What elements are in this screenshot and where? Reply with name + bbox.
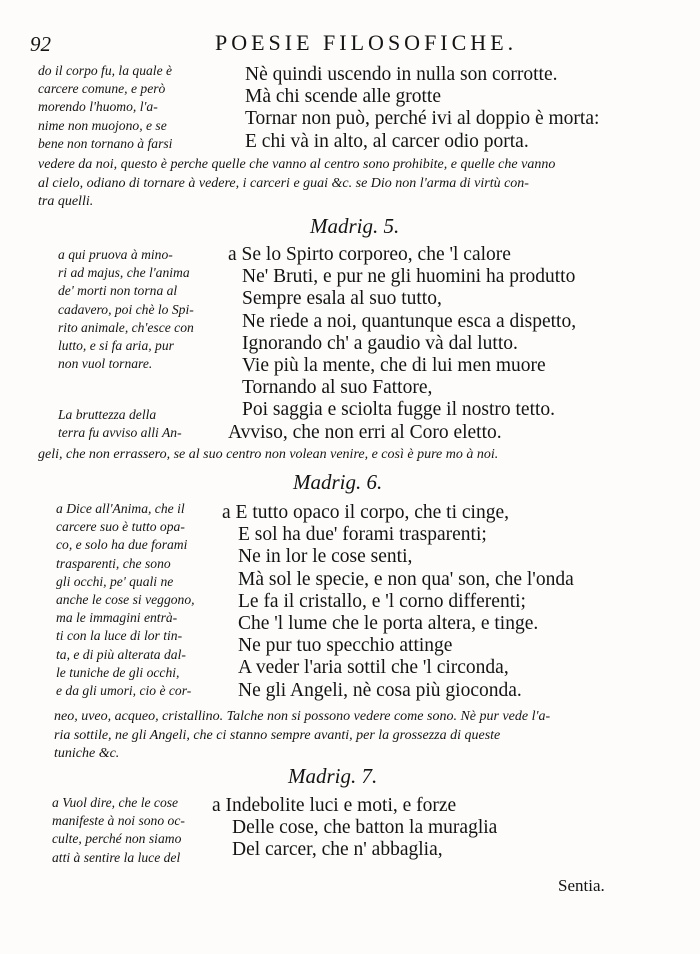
verse-line: Ignorando ch' a gaudio và dal lutto. xyxy=(242,332,518,354)
gloss-line: geli, che non errassero, se al suo centro non volean venire, e così è pure mo à noi. xyxy=(38,447,499,462)
verse-line: E sol ha due' forami trasparenti; xyxy=(238,524,487,546)
note-line: anche le cose si veggono, xyxy=(56,592,195,608)
gloss-block xyxy=(38,446,498,465)
verse-line: Mà sol le specie, e non qua' son, che l'onda xyxy=(238,568,574,590)
note-line: morendo l'huomo, l'a- xyxy=(38,99,158,115)
note-line: La bruttezza della xyxy=(58,407,157,422)
verse-line: a E tutto opaco il corpo, che ti cinge, xyxy=(222,502,509,523)
note-line: non vuol tornare. xyxy=(58,356,153,372)
verse-line: Sempre esala al suo tutto, xyxy=(242,288,442,310)
note-line: le tuniche de gli occhi, xyxy=(56,664,180,680)
note-line: terra fu avviso alli An- xyxy=(58,425,182,441)
side-note xyxy=(58,406,182,442)
verse-line: Poi saggia e sciolta fugge il nostro tetto. xyxy=(242,399,556,421)
verse-line: E chi và in alto, al carcer odio porta. xyxy=(245,130,529,152)
verse-line: Del carcer, che n' abbaglia, xyxy=(232,839,443,861)
gloss-block xyxy=(54,708,550,764)
section-heading: Madrig. 7. xyxy=(288,764,378,788)
gloss-line: tuniche &c. xyxy=(54,746,120,761)
gloss-line: neo, uveo, acqueo, cristallino. Talche non si possono vedere come sono. Nè pur vede l'a- xyxy=(54,709,551,724)
note-line: cadavero, poi chè lo Spi- xyxy=(58,301,194,317)
note-line: culte, perché non siamo xyxy=(52,831,182,847)
section-heading: Madrig. 6. xyxy=(293,470,383,494)
note-line: trasparenti, che sono xyxy=(56,555,171,571)
verse-line: A veder l'aria sottil che 'l circonda, xyxy=(238,657,509,679)
note-line: de' morti non torna al xyxy=(58,283,178,299)
gloss-line: ria sottile, ne gli Angeli, che ci stanno sempre avanti, per la grossezza di queste xyxy=(54,727,501,743)
side-note xyxy=(52,794,185,867)
note-line: co, e solo ha due forami xyxy=(56,537,188,553)
note-line: nime non muojono, e se xyxy=(38,117,167,133)
note-line: a Vuol dire, che le cose xyxy=(52,795,179,810)
verse-line: Ne in lor le cose senti, xyxy=(238,546,413,568)
verse-block xyxy=(245,64,599,153)
verse-line: Che 'l lume che le porta altera, e tinge. xyxy=(238,613,539,635)
verse-line: Tornar non può, perché ivi al doppio è morta: xyxy=(245,108,600,130)
verse-line: a Indebolite luci e moti, e forze xyxy=(212,795,457,816)
page-number: 92 xyxy=(30,32,51,56)
gloss-line: vedere da noi, questo è perche quelle che vanno al centro sono prohibite, e quelle che vanno xyxy=(38,157,556,172)
verse-line: Delle cose, che batton la muraglia xyxy=(232,817,498,839)
verse-line: Tornando al suo Fattore, xyxy=(242,377,433,399)
catchword: Sentia. xyxy=(558,876,605,895)
note-line: ma le immagini entrà- xyxy=(56,610,178,626)
running-title: POESIE FILOSOFICHE. xyxy=(215,30,518,55)
verse-line: Ne riede a noi, quantunque esca a dispetto, xyxy=(242,310,577,332)
note-line: e da gli umori, cio è cor- xyxy=(56,683,192,699)
note-line: ti con la luce di lor tin- xyxy=(56,628,183,644)
gloss-line: al cielo, odiano di tornare à vedere, i carceri e guai &c. se Dio non l'arma di virtù con- xyxy=(38,175,529,191)
note-line: ta, e di più alterata dal- xyxy=(56,646,186,662)
note-line: a Dice all'Anima, che il xyxy=(56,501,185,516)
verse-line: Le fa il cristallo, e 'l corno differenti; xyxy=(238,590,526,612)
verse-line: a Se lo Spirto corporeo, che 'l calore xyxy=(228,244,511,265)
note-line: rito animale, ch'esce con xyxy=(58,319,194,335)
verse-line: Ne' Bruti, e pur ne gli huomini ha produtto xyxy=(242,266,576,288)
note-line: manifeste à noi sono oc- xyxy=(52,813,185,829)
verse-line: Nè quindi uscendo in nulla son corrotte. xyxy=(245,64,558,85)
note-line: carcere suo è tutto opa- xyxy=(56,519,185,535)
verse-block xyxy=(228,244,576,444)
verse-line: Ne pur tuo specchio attinge xyxy=(238,635,453,657)
side-note xyxy=(56,500,195,700)
gloss-block xyxy=(38,156,555,212)
verse-block xyxy=(222,502,574,702)
note-line: carcere comune, e però xyxy=(38,81,166,97)
section-heading: Madrig. 5. xyxy=(310,214,400,238)
verse-line: Avviso, che non erri al Coro eletto. xyxy=(228,421,502,443)
gloss-line: tra quelli. xyxy=(38,194,94,209)
note-line: lutto, e si fa aria, pur xyxy=(58,338,174,354)
note-line: a qui pruova à mino- xyxy=(58,247,173,262)
note-line: gli occhi, pe' quali ne xyxy=(56,573,174,589)
note-line: atti à sentire la luce del xyxy=(52,849,181,865)
verse-line: Vie più la mente, che di lui men muore xyxy=(242,355,546,377)
verse-line: Mà chi scende alle grotte xyxy=(245,86,441,108)
verse-block xyxy=(212,795,497,862)
side-note xyxy=(58,246,194,373)
verse-line: Ne gli Angeli, nè cosa più gioconda. xyxy=(238,679,522,701)
note-line: do il corpo fu, la quale è xyxy=(38,63,173,78)
note-line: ri ad majus, che l'anima xyxy=(58,265,190,281)
side-note xyxy=(38,62,172,153)
note-line: bene non tornano à farsi xyxy=(38,135,173,151)
